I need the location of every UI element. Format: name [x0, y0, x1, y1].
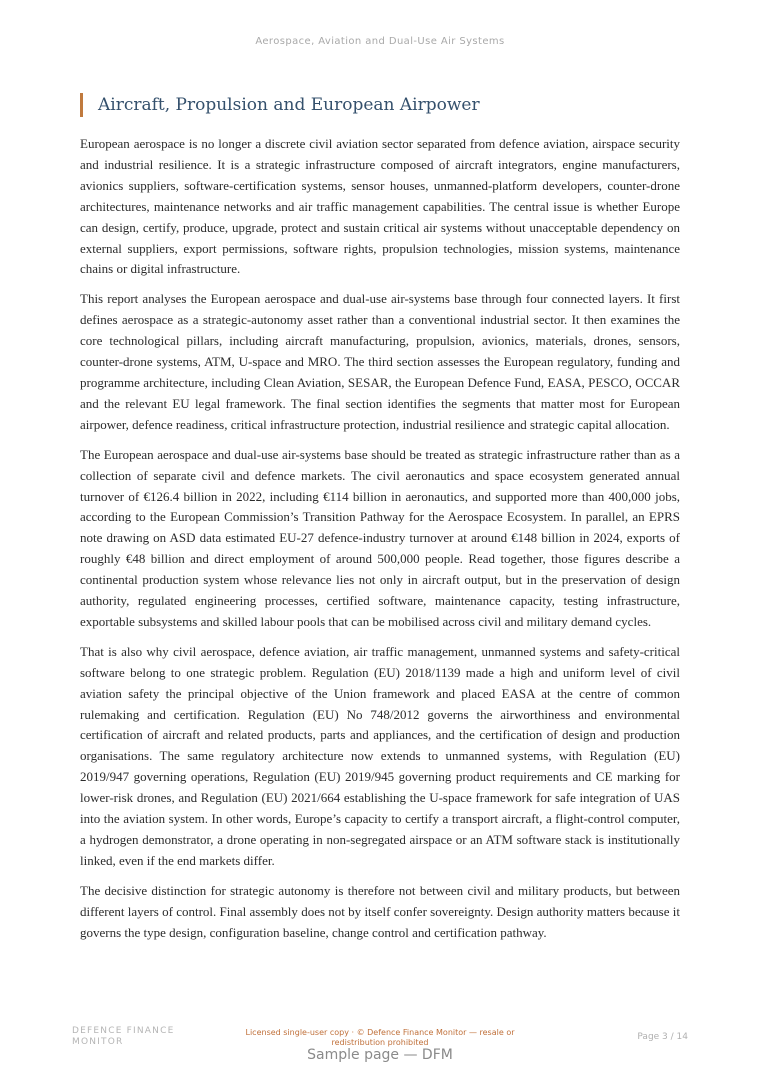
- paragraph-5: The decisive distinction for strategic autonomy is therefore not between civil and military products, but between different layers of control. Final assembly does not by itself confer sovereignty. Design authority matters because it governs the type design, configuration baseline, change control and certification pathway.: [80, 882, 680, 940]
- sample-page-label: Sample page — DFM: [307, 1047, 453, 1063]
- paragraph-2: This report analyses the European aerospace and dual-use air-systems base through four connected layers. It first defines aerospace as a strategic-autonomy asset rather than a conventional industrial sector. It then examines the core technological pillars, including aircraft manufacturing, propulsion, avionics, materials, drones, sensors, counter-drone systems, ATM, U-space and MRO. The third section assesses the European regulatory, funding and programme architecture, including Clean Aviation, SESAR, the European Defence Fund, EASA, PESCO, OCCAR and the relevant EU legal framework. The final section identifies the segments that matter most for European airpower, defence readiness, critical infrastructure protection, industrial resilience and strategic capital allocation.: [80, 291, 680, 432]
- footer-brand-line-1: DEFENCE FINANCE: [72, 1026, 175, 1036]
- footer-brand: [72, 1026, 212, 1047]
- footer-license: Licensed single-user copy · © Defence Finance Monitor — resale or redistribution prohibited: [245, 1028, 515, 1047]
- page-number: Page 3 / 14: [637, 1032, 688, 1042]
- body-text: [80, 134, 680, 953]
- running-header: Aerospace, Aviation and Dual-Use Air Systems: [255, 36, 505, 47]
- paragraph-1: European aerospace is no longer a discrete civil aviation sector separated from defence aviation, airspace security and industrial resilience. It is a strategic infrastructure composed of aircraft integrators, engine manufacturers, avionics suppliers, software-certification systems, sensor houses, unmanned-platform developers, counter-drone architectures, maintenance networks and air traffic management capabilities. The central issue is whether Europe can design, certify, produce, upgrade, protect and sustain critical air systems without unacceptable dependency on external suppliers, export permissions, software rights, propulsion technologies, mission systems, maintenance chains or digital infrastructure.: [80, 136, 680, 277]
- section-heading: Aircraft, Propulsion and European Airpower: [80, 93, 480, 117]
- footer-brand-line-2: MONITOR: [72, 1036, 124, 1047]
- paragraph-3: The European aerospace and dual-use air-systems base should be treated as strategic infrastructure rather than as a collection of separate civil and defence markets. The civil aeronautics and space ecosystem generated annual turnover of €126.4 billion in 2022, including €114 billion in aeronautics, and supported more than 400,000 jobs, according to the European Commission’s Transition Pathway for the Aerospace Ecosystem. In parallel, an EPRS note drawing on ASD data estimated EU-27 defence-industry turnover at around €148 billion in 2024, exports of roughly €48 billion and direct employment of around 500,000 people. Read together, those figures describe a continental production system whose relevance lies not only in aircraft output, but in the preservation of design authority, regulated engineering processes, certified software, maintenance capacity, testing infrastructure, exportable subsystems and skilled labour pools that can be mobilised across civil and military demand cycles.: [80, 446, 680, 629]
- paragraph-4: That is also why civil aerospace, defence aviation, air traffic management, unmanned systems and safety-critical software belong to one strategic problem. Regulation (EU) 2018/1139 made a high and uniform level of civil aviation safety the principal objective of the Union framework and placed EASA at the centre of common rulemaking and certification. Regulation (EU) No 748/2012 governs the airworthiness and environmental certification of aircraft and related products, parts and appliances, and the certification of design and production organisations. The same regulatory architecture now extends to unmanned systems, with Regulation (EU) 2019/947 governing operations, Regulation (EU) 2019/945 governing product requirements and CE marking for lower-risk drones, and Regulation (EU) 2021/664 establishing the U-space framework for safe integration of UAS into the aviation system. In other words, Europe’s capacity to certify a transport aircraft, a flight-control computer, a hydrogen demonstrator, a drone operating in non-segregated airspace or an ATM software stack is institutionally linked, even if the end markets differ.: [80, 643, 680, 868]
